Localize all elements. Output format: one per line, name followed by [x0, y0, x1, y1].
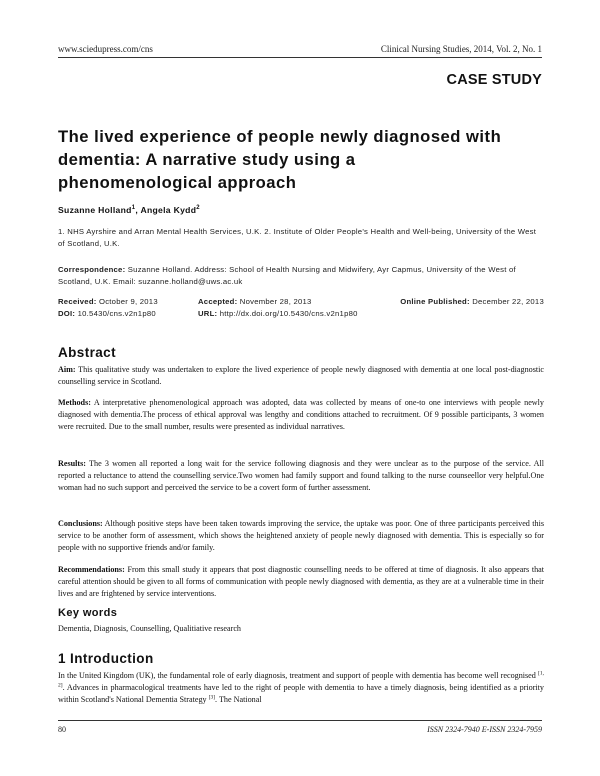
header-divider [58, 57, 542, 58]
intro-text-3: . The National [215, 695, 262, 705]
issn: ISSN 2324-7940 E-ISSN 2324-7959 [427, 725, 542, 734]
url-label: URL: [198, 309, 218, 318]
conclusions-text: Although positive steps have been taken towards improving the service, the uptake was poor. One of three participants perceived this service to be another form of assessment, which shows the heightened anxiety of people newly diagnosed with dementia. This is especially so for people with no supportive friends and/or family. [58, 519, 544, 553]
doi-label: DOI: [58, 309, 76, 318]
running-footer [58, 725, 542, 737]
url-value[interactable]: http://dx.doi.org/10.5430/cns.v2n1p80 [217, 309, 358, 318]
results-text: The 3 women all reported a long wait for the service following diagnosis and they were unclear as to the purpose of the service. All reported a reluctance to attend the counselling service.Two women had family support and found talking to the nurse counseellor very helpful.One woman had no such support and perceived the service to be a covert form of further assessment. [58, 459, 544, 493]
correspondence-text: Suzanne Holland. Address: School of Health Nursing and Midwifery, Ayr Capmus, University of the West of Scotland, U.K. Email: suzanne.holland@uws.ac.uk [58, 265, 516, 286]
intro-text-2: . Advances in pharmacological treatments have led to the right of people with dementia to have a timely diagnosis, being identified as a priority within Scotland's National Dementia Strategy [58, 683, 544, 705]
author-1-affiliation-mark: 1 [131, 205, 136, 212]
keywords-list: Dementia, Diagnosis, Counselling, Qualitiative research [58, 624, 241, 633]
aim-label: Aim: [58, 365, 76, 374]
journal-citation: Clinical Nursing Studies, 2014, Vol. 2, No. 1 [380, 44, 542, 54]
keywords-heading: Key words [58, 607, 118, 619]
author-list [58, 205, 200, 215]
abstract-methods [58, 397, 544, 433]
abstract-aim [58, 364, 544, 388]
correspondence-label: Correspondence: [58, 265, 126, 274]
online-published-date [400, 296, 544, 308]
publication-dates [58, 296, 544, 320]
abstract-conclusions [58, 518, 544, 554]
received-label: Received: [58, 297, 97, 306]
doi [58, 308, 156, 320]
results-label: Results: [58, 459, 86, 468]
online-value: December 22, 2013 [469, 297, 544, 306]
recommendations-label: Recommendations: [58, 565, 125, 574]
running-header [58, 44, 542, 56]
article-title [58, 125, 548, 194]
intro-text-1: In the United Kingdom (UK), the fundamental role of early diagnosis, treatment and support of people with dementia has become well recognised [58, 671, 539, 680]
affiliations: 1. NHS Ayrshire and Arran Mental Health Services, U.K. 2. Institute of Older People's Health and Well-being, University of the West of Scotland, U.K. [58, 227, 537, 248]
received-date [58, 296, 158, 308]
page-number: 80 [58, 725, 66, 734]
introduction-heading: 1 Introduction [58, 651, 154, 666]
accepted-label: Accepted: [198, 297, 238, 306]
doi-value[interactable]: 10.5430/cns.v2n1p80 [75, 309, 156, 318]
journal-url[interactable]: www.sciedupress.com/cns [58, 44, 153, 54]
abstract-heading: Abstract [58, 345, 116, 360]
dates-row [58, 296, 544, 308]
identifiers-row [58, 308, 544, 320]
methods-text: A interpretative phenomenological approach was adopted, data was collected by means of one-to one interviews with people newly diagnosed with dementia.The process of ethical approval was lengthy and conditions attached to recruitment. Of 9 possible participants, 3 women were recruited. Due to the small number, results were presented as individual narratives. [58, 398, 544, 432]
author-2-affiliation-mark: 2 [196, 205, 200, 212]
accepted-date [198, 296, 312, 308]
title-line-2: dementia: A narrative study using a [58, 150, 356, 169]
author-1-name: Suzanne Holland [58, 205, 132, 215]
aim-text: This qualitative study was undertaken to explore the lived experience of people newly diagnosed with dementia at one local post-diagnostic counselling service in Scotland. [58, 365, 544, 387]
abstract-results [58, 458, 544, 494]
article-type-label: CASE STUDY [446, 72, 542, 88]
conclusions-label: Conclusions: [58, 519, 103, 528]
recommendations-text: From this small study it appears that post diagnostic counselling needs to be offered at time of diagnosis. It also appears that careful attention should be given to all forms of communication with people newly diagnosed with dementia, as they are at a vulnerable time in their lives and are frightened by service interventions. [58, 565, 544, 599]
introduction-paragraph [58, 670, 544, 706]
citation-3[interactable]: [3] [208, 694, 216, 701]
citation-1-2[interactable]: [1, 2] [58, 670, 544, 689]
received-value: October 9, 2013 [96, 297, 158, 306]
accepted-value: November 28, 2013 [237, 297, 312, 306]
footer-divider [58, 720, 542, 721]
abstract-recommendations [58, 564, 544, 600]
title-line-3: phenomenological approach [58, 173, 297, 192]
correspondence [58, 264, 544, 288]
author-2-name: Angela Kydd [140, 205, 197, 215]
methods-label: Methods: [58, 398, 91, 407]
author-separator: , [135, 205, 141, 215]
article-url [198, 308, 358, 320]
title-line-1: The lived experience of people newly diagnosed with [58, 127, 502, 146]
online-label: Online Published: [400, 297, 470, 306]
